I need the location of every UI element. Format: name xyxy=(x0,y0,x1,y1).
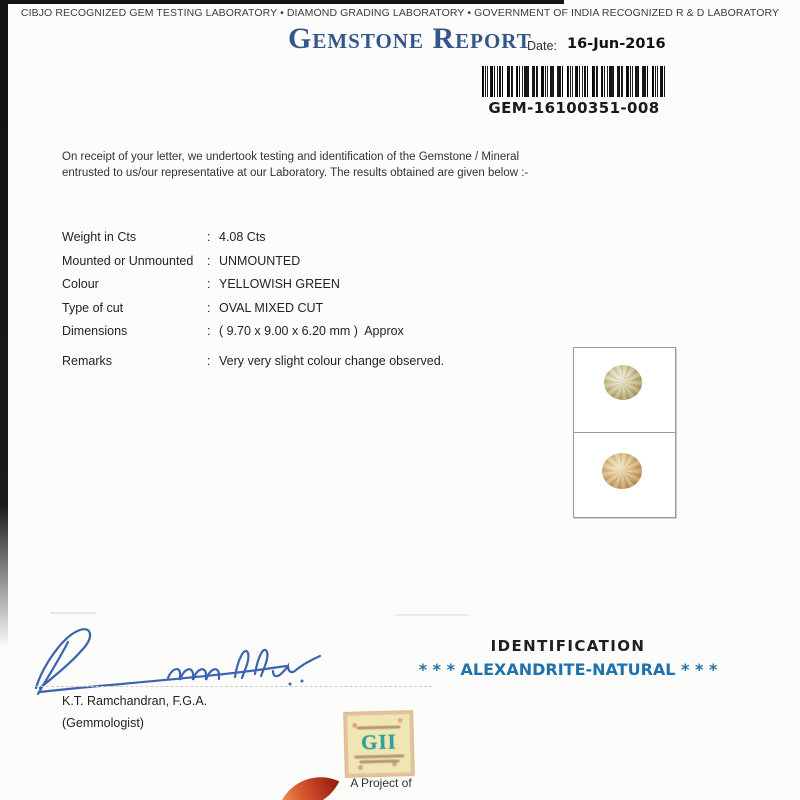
property-colon: : xyxy=(207,253,211,268)
gemstone-photo-top xyxy=(573,347,676,433)
intro-line-1: On receipt of your letter, we undertook testing and identification of the Gemstone / Mineral xyxy=(62,151,520,163)
table-row xyxy=(62,301,582,325)
property-colon: : xyxy=(207,277,211,292)
properties-table xyxy=(62,230,582,378)
identification-heading: IDENTIFICATION xyxy=(490,637,646,655)
table-row xyxy=(62,230,582,254)
identification-result: * * * ALEXANDRITE-NATURAL * * * xyxy=(418,660,718,679)
table-row xyxy=(62,277,582,301)
seal-gii-monogram: GII xyxy=(360,729,398,754)
scan-edge-top xyxy=(6,0,564,4)
report-title: Gemstone Report xyxy=(288,22,532,55)
barcode xyxy=(482,66,665,97)
logo-petal-graphic xyxy=(281,763,339,800)
property-colon: : xyxy=(207,353,211,368)
gemstone-photo-bottom xyxy=(573,432,676,518)
date-label: Date: xyxy=(527,39,557,53)
scan-smudge xyxy=(50,612,96,614)
property-label: Colour xyxy=(62,277,99,292)
project-of-label: A Project of xyxy=(350,776,412,790)
property-value: YELLOWISH GREEN xyxy=(219,277,340,292)
property-value: 4.08 Cts xyxy=(219,230,266,244)
gemstone-image-colour-change xyxy=(602,453,642,489)
signatory-name: K.T. Ramchandran, F.G.A. xyxy=(62,694,208,708)
laboratory-accreditation-line: CIBJO RECOGNIZED GEM TESTING LABORATORY • DIAMOND GRADING LABORATORY • GOVERNMENT OF INDIA RECOGNIZED R & D LABORATORY xyxy=(20,7,780,19)
gemstone-image-yellowish-green xyxy=(604,365,642,400)
signatory-title: (Gemmologist) xyxy=(62,716,144,730)
scan-smudge xyxy=(396,614,468,616)
scan-edge-left xyxy=(0,0,8,648)
identification-block xyxy=(418,637,718,679)
signature-line xyxy=(36,686,432,687)
property-colon: : xyxy=(207,230,211,244)
seal-fine-print xyxy=(357,725,401,729)
seal-fine-print xyxy=(354,754,404,758)
property-label: Type of cut xyxy=(62,300,124,315)
gemstone-photos xyxy=(573,347,677,518)
property-label: Mounted or Unmounted xyxy=(62,253,194,268)
property-label: Dimensions xyxy=(62,324,128,339)
property-value: ( 9.70 x 9.00 x 6.20 mm ) Approx xyxy=(219,324,404,339)
property-value: OVAL MIXED CUT xyxy=(219,300,324,315)
property-label: Remarks xyxy=(62,353,113,368)
table-row xyxy=(62,324,582,348)
property-value: UNMOUNTED xyxy=(219,253,301,268)
property-colon: : xyxy=(207,324,211,339)
gii-seal-stamp xyxy=(343,710,415,778)
property-colon: : xyxy=(207,300,211,315)
date-value: 16-Jun-2016 xyxy=(567,36,666,52)
table-row xyxy=(62,354,582,378)
intro-paragraph xyxy=(62,150,572,181)
gemmologist-signature xyxy=(28,622,333,700)
seal-fine-print xyxy=(359,759,399,763)
table-row xyxy=(62,254,582,278)
property-value: Very very slight colour change observed. xyxy=(219,353,445,368)
intro-line-2: entrusted to us/our representative at our Laboratory. The results obtained are given below :- xyxy=(62,166,529,179)
property-label: Weight in Cts xyxy=(62,230,137,244)
report-number: GEM-16100351-008 xyxy=(488,99,660,117)
